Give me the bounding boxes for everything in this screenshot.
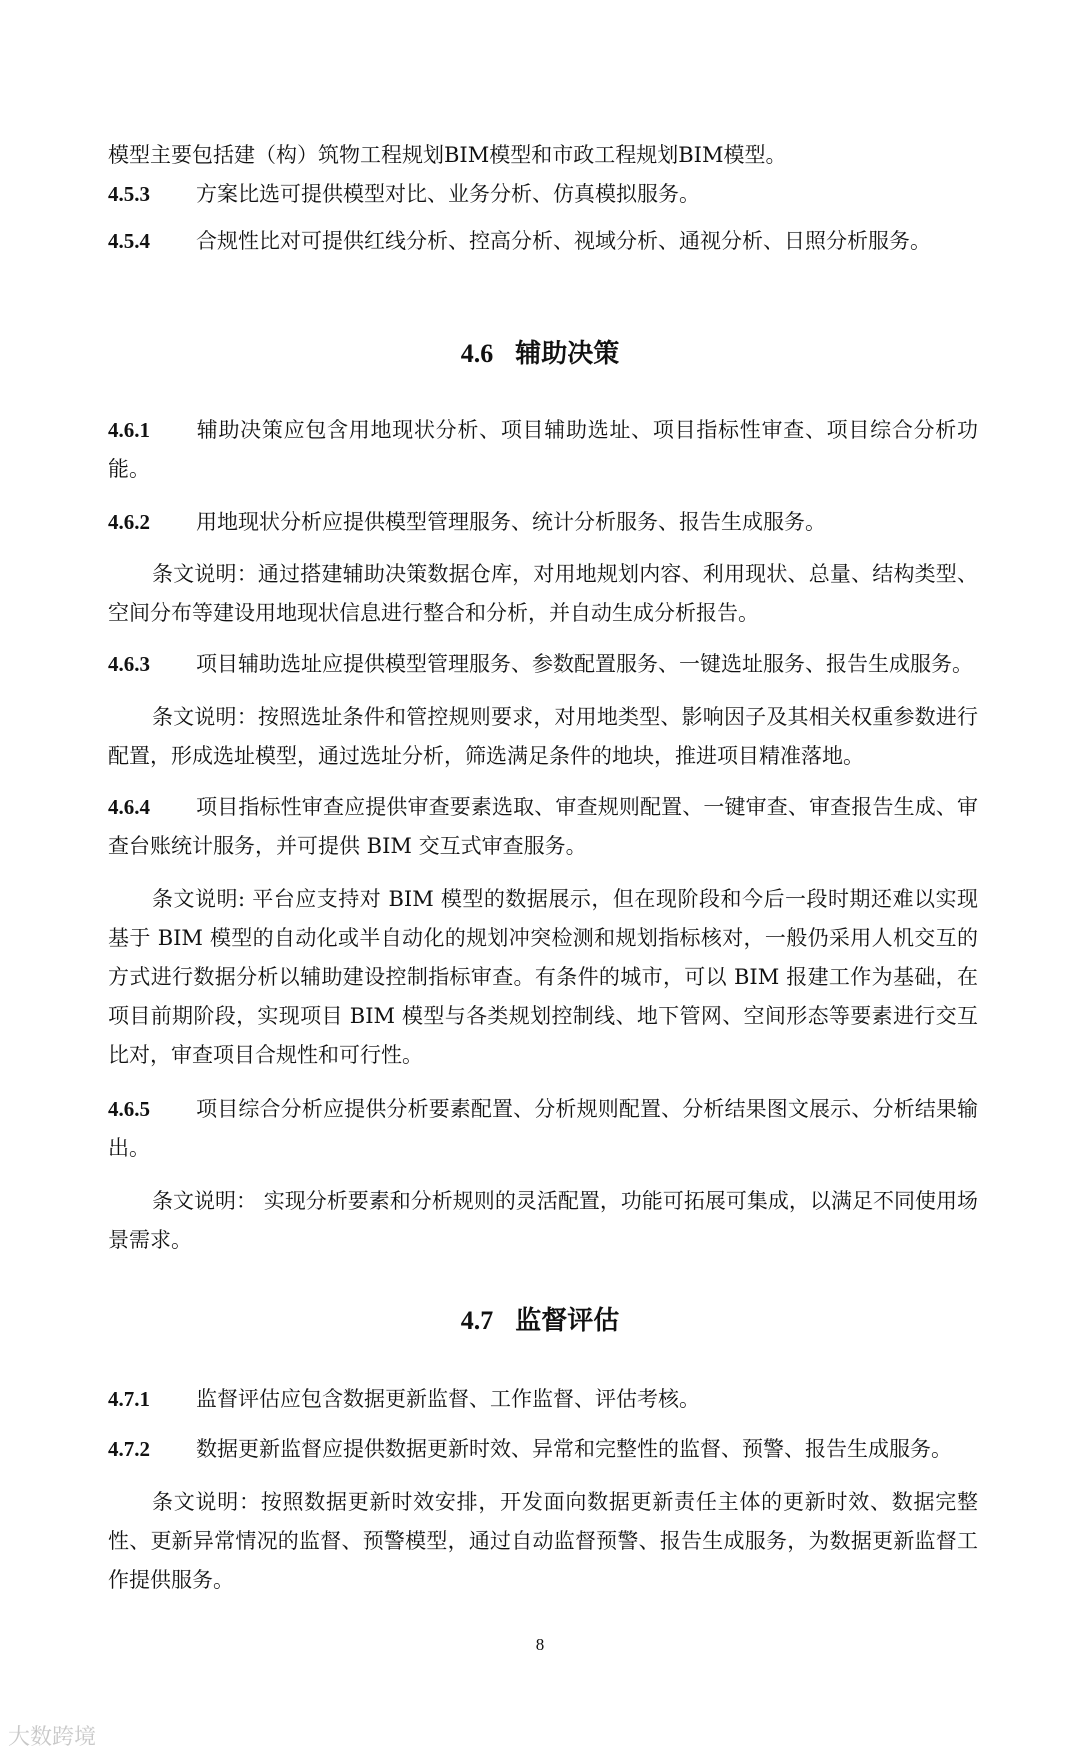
clause-number: 4.7.1 bbox=[108, 1387, 150, 1411]
section-number: 4.6 bbox=[460, 339, 494, 368]
section-title: 辅助决策 bbox=[515, 339, 620, 369]
clause-note-4-7-2: 条文说明：按照数据更新时效安排，开发面向数据更新责任主体的更新时效、数据完整性、更新异常情况的监督、预警模型，通过自动监督预警、报告生成服务，为数据更新监督工作提供服务。 bbox=[108, 1490, 978, 1592]
clause-text: 合规性比对可提供红线分析、控高分析、视域分析、通视分析、日照分析服务。 bbox=[196, 229, 931, 253]
clause-4-6-3 bbox=[108, 645, 978, 684]
clause-number: 4.6.1 bbox=[108, 418, 150, 442]
clause-4-6-2 bbox=[108, 503, 978, 542]
clause-4-5-3 bbox=[108, 175, 978, 214]
clause-4-6-5 bbox=[108, 1090, 978, 1168]
page-number: 8 bbox=[535, 1635, 545, 1654]
clause-text: 用地现状分析应提供模型管理服务、统计分析服务、报告生成服务。 bbox=[196, 510, 826, 534]
clause-4-7-1 bbox=[108, 1380, 978, 1419]
clause-number: 4.6.2 bbox=[108, 510, 150, 534]
watermark: 大数跨境 bbox=[8, 1725, 97, 1750]
section-heading-4-6 bbox=[0, 333, 1080, 370]
clause-text: 监督评估应包含数据更新监督、工作监督、评估考核。 bbox=[196, 1387, 700, 1411]
clause-number: 4.7.2 bbox=[108, 1437, 150, 1461]
clause-4-6-4 bbox=[108, 788, 978, 866]
clause-text: 辅助决策应包含用地现状分析、项目辅助选址、项目指标性审查、项目综合分析功能。 bbox=[108, 418, 978, 481]
section-heading-4-7 bbox=[0, 1300, 1080, 1337]
clause-note-4-6-3: 条文说明：按照选址条件和管控规则要求，对用地类型、影响因子及其相关权重参数进行配置，形成选址模型，通过选址分析，筛选满足条件的地块，推进项目精准落地。 bbox=[108, 705, 978, 768]
clause-text: 数据更新监督应提供数据更新时效、异常和完整性的监督、预警、报告生成服务。 bbox=[196, 1437, 952, 1461]
clause-note-4-6-5: 条文说明： 实现分析要素和分析规则的灵活配置，功能可拓展可集成，以满足不同使用场景需求。 bbox=[108, 1189, 978, 1252]
clause-number: 4.5.3 bbox=[108, 182, 150, 206]
clause-4-7-2 bbox=[108, 1430, 978, 1469]
section-title: 监督评估 bbox=[515, 1306, 620, 1336]
clause-number: 4.6.3 bbox=[108, 652, 150, 676]
clause-text: 项目辅助选址应提供模型管理服务、参数配置服务、一键选址服务、报告生成服务。 bbox=[196, 652, 973, 676]
section-number: 4.7 bbox=[460, 1306, 494, 1335]
clause-4-6-1 bbox=[108, 411, 978, 489]
clause-4-5-4 bbox=[108, 222, 978, 261]
clause-number: 4.6.4 bbox=[108, 795, 150, 819]
clause-text: 项目指标性审查应提供审查要素选取、审查规则配置、一键审查、审查报告生成、审查台账统计服务，并可提供 BIM 交互式审查服务。 bbox=[108, 795, 978, 858]
clause-text: 方案比选可提供模型对比、业务分析、仿真模拟服务。 bbox=[196, 182, 700, 206]
paragraph-continuation: 模型主要包括建（构）筑物工程规划BIM模型和市政工程规划BIM模型。 bbox=[108, 143, 787, 167]
clause-number: 4.5.4 bbox=[108, 229, 150, 253]
clause-number: 4.6.5 bbox=[108, 1097, 150, 1121]
clause-note-4-6-4: 条文说明: 平台应支持对 BIM 模型的数据展示，但在现阶段和今后一段时期还难以实现基于 BIM 模型的自动化或半自动化的规划冲突检测和规划指标核对，一般仍采用人机交互的方式进行数据分析以辅助建设控制指标审查。有条件的城市，可以 BIM 报建工作为基础，在项目前期阶段，实现项目 BIM 模型与各类规划控制线、地下管网、空间形态等要素进行交互比对，审查项目合规性和可行性。 bbox=[108, 887, 978, 1067]
clause-note-4-6-2: 条文说明：通过搭建辅助决策数据仓库，对用地规划内容、利用现状、总量、结构类型、空间分布等建设用地现状信息进行整合和分析，并自动生成分析报告。 bbox=[108, 562, 978, 625]
clause-text: 项目综合分析应提供分析要素配置、分析规则配置、分析结果图文展示、分析结果输出。 bbox=[108, 1097, 978, 1160]
